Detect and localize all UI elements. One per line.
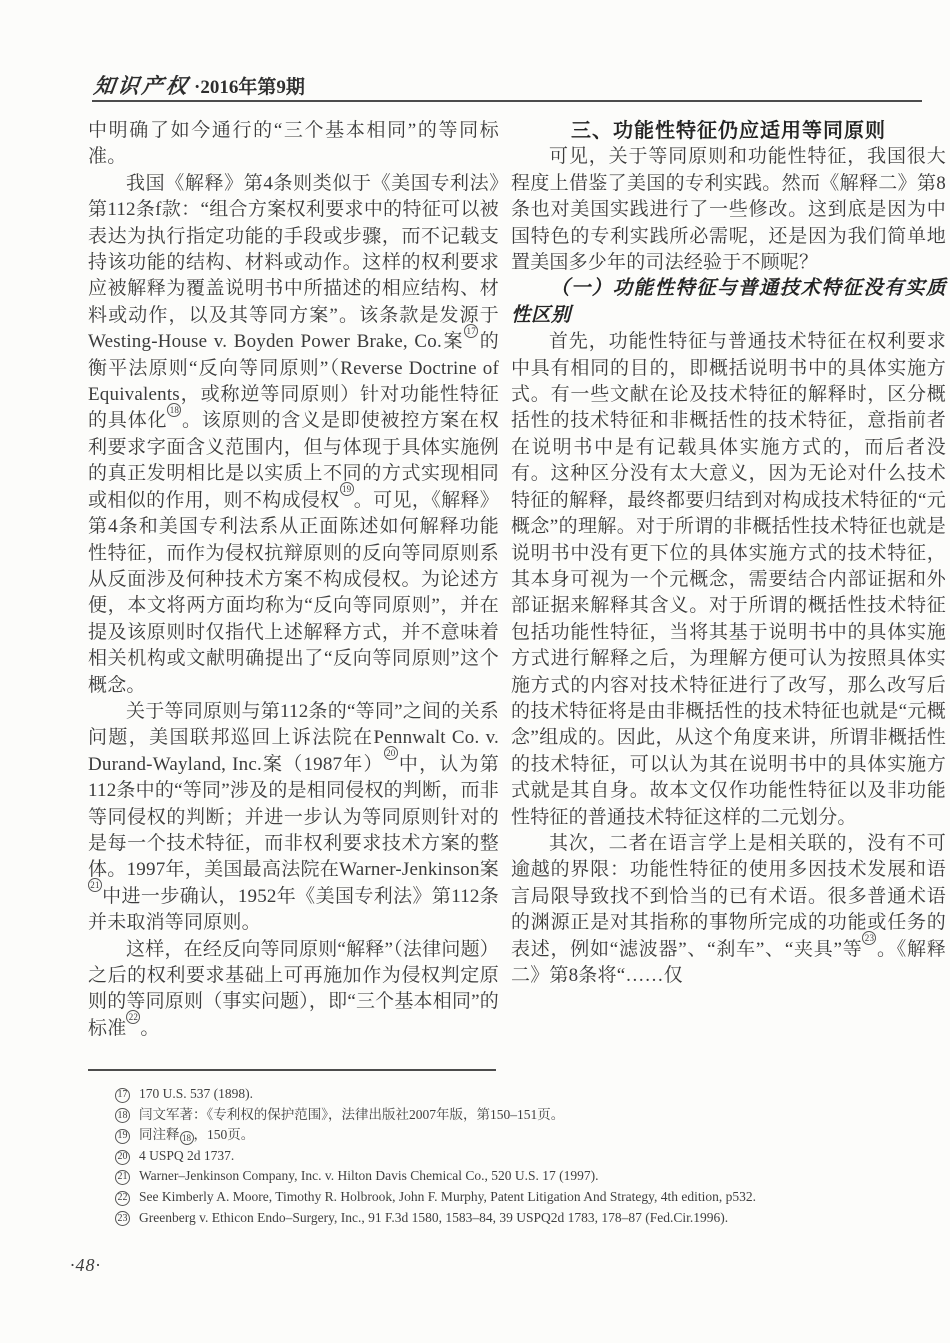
footnote-ref: 23 [862,934,876,951]
footnote-number: 20 [115,1150,130,1165]
footnote-number: 23 [115,1211,130,1226]
text-run: 三、功能性特征仍应适用等同原则 [571,120,886,142]
paragraph [88,937,499,1043]
footnote-separator [88,1069,496,1071]
footnote [88,1187,910,1208]
paragraph [511,144,946,276]
footnote-text [139,1166,598,1187]
article-body [88,118,946,1042]
footnote-number: 17 [115,1088,130,1103]
text-run: 中明确了如今通行的“三个基本相同”的等同标准。 [88,120,499,168]
text-run: 关于等同原则与第112条的“等同”之间的关系问题，美国联邦巡回上诉法院在Pennwalt Co. v. Durand-Wayland, Inc.案（1987年） [88,700,499,775]
text-run: 同注释 [139,1127,180,1143]
footnote-ref: 18 [167,406,181,423]
footnote [88,1146,910,1167]
footnote-text [139,1125,254,1146]
paragraph [511,831,946,989]
footnote [88,1125,910,1146]
footnote-text [139,1187,756,1208]
header-rule [92,100,922,102]
text-run: 中进一步确认，1952年《美国专利法》第112条并未取消等同原则。 [88,885,499,934]
text-run: 我国《解释》第4条则类似于《美国专利法》第112条f款：“组合方案权利要求中的特征可以被表达为执行指定功能的手段或步骤，而不记载支持该功能的结构、材料或动作。这样的权利要求应被解释为覆盖说明书中所描述的相应结构、材料或动作，以及其等同方案”。该条款是发源于Westing-House v. Boyden Power Brake, Co.案 [88,172,499,353]
section-heading [511,118,946,144]
footnote-ref: 18 [180,1127,194,1142]
text-run: ，150页。 [193,1127,255,1143]
paragraph [88,699,499,937]
footnote-ref: 20 [384,749,398,766]
text-run: Warner–Jenkinson Company, Inc. v. Hilton Davis Chemical Co., 520 U.S. 17 (1997). [139,1168,599,1184]
footnote-ref: 22 [126,1013,140,1030]
footnote-ref: 21 [88,881,102,898]
footnote-text [139,1146,234,1167]
journal-masthead [94,70,305,100]
text-run: 。 [140,1017,160,1039]
footnote-number: 21 [115,1170,130,1185]
left-column [88,118,499,1042]
footnote-text [139,1105,564,1126]
text-run: 。可见，《解释》第4条和美国专利法系从正面陈述如何解释功能性特征，而作为侵权抗辩原则的反向等同原则系从反面涉及何种技术方案不构成侵权。为论述方便，本文将两方面均称为“反向等同原则”，并在提及该原则时仅指代上述解释方式，并不意味着相关机构或文献明确提出了“反向等同原则”这个概念。 [88,489,499,696]
text-run: 4 USPQ 2d 1737. [139,1147,235,1163]
text-run: 这样，在经反向等同原则“解释”（法律问题）之后的权利要求基础上可再施加作为侵权判定原则的等同原则（事实问题），即“三个基本相同”的标准 [88,938,499,1039]
journal-title: 知识产权 [92,74,192,98]
paragraph [88,118,499,171]
subsection-heading [511,276,946,329]
text-run: 的衡平法原则“反向等同原则”（Reverse Doctrine of Equivalents，或称逆等同原则）针对功能性特征的具体化 [88,331,499,432]
text-run: （一）功能性特征与普通技术特征没有实质性区别 [511,278,946,326]
paragraph [88,171,499,699]
text-run: See Kimberly A. Moore, Timothy R. Holbrook, John F. Murphy, Patent Litigation And Strategy, 4th edition, p532. [139,1188,757,1204]
footnote [88,1084,910,1105]
text-run: 可见，关于等同原则和功能性特征，我国很大程度上借鉴了美国的专利实践。然而《解释二》第8条也对美国实践进行了一些修改。这到底是因为中国特色的专利实践所必需呢，还是因为我们简单地置美国多少年的司法经验于不顾呢？ [511,146,946,274]
footnote-number: 22 [115,1191,130,1206]
text-run: Greenberg v. Ethicon Endo–Surgery, Inc., 91 F.3d 1580, 1583–84, 39 USPQ2d 1783, 178–87 (Fed.Cir.1996). [139,1209,729,1225]
text-run: 中，认为第112条中的“等同”涉及的是相同侵权的判断，而非等同侵权的判断；并进一步认为等同原则针对的是每一个技术特征，而非权利要求技术方案的整体。1997年，美国最高法院在Warner-Jenkinson案 [88,753,499,881]
journal-issue: ·2016年第9期 [194,77,305,98]
paragraph [511,329,946,831]
footnote-ref: 17 [464,327,478,344]
page-number: ·48· [70,1255,101,1275]
footnote-ref: 19 [340,485,354,502]
footnote-number: 19 [115,1129,130,1144]
text-run: 。《解释二》第8条将“……仅 [511,938,946,986]
footnote-block [88,1069,910,1228]
footnote [88,1166,910,1187]
text-run: 其次，二者在语言学上是相关联的，没有不可逾越的界限：功能性特征的使用多因技术发展和语言局限导致找不到恰当的已有术语。很多普通术语的渊源正是对其指称的事物所完成的功能或任务的表述，例如“滤波器”、“刹车”、“夹具”等 [511,832,946,960]
footnote-number: 18 [115,1108,130,1123]
right-column [511,118,946,989]
text-run: 170 U.S. 537 (1898). [139,1086,253,1101]
footnote-text [139,1084,253,1105]
text-run: 闫文军著：《专利权的保护范围》，法律出版社2007年版，第150–151页。 [139,1106,565,1122]
footnote-text [139,1208,728,1229]
footnote-list [88,1084,910,1228]
text-run: 首先，功能性特征与普通技术特征在权利要求中具有相同的目的，即概括说明书中的具体实施方式。有一些文献在论及技术特征的解释时，区分概括性的技术特征和非概括性的技术特征，意指前者在说明书中是有记载具体实施方式的，而后者没有。这种区分没有太大意义，因为无论对什么技术特征的解释，最终都要归结到对构成技术特征的“元概念”的理解。对于所谓的非概括性技术特征也就是说明书中没有更下位的具体实施方式的技术特征，其本身可视为一个元概念，需要结合内部证据和外部证据来解释其含义。对于所谓的概括性技术特征包括功能性特征，当将其基于说明书中的具体实施方式进行解释之后，为理解方便可认为按照具体实施方式的内容对技术特征进行了改写，那么改写后的技术特征将是由非概括性的技术特征也就是“元概念”组成的。因此，从这个角度来讲，所谓非概括性的技术特征，可以认为其在说明书中的具体实施方式就是其自身。故本文仅作功能性特征以及非功能性特征的普通技术特征这样的二元划分。 [511,331,946,828]
footnote [88,1208,910,1229]
footnote [88,1105,910,1126]
text-run: 。该原则的含义是即使被控方案在权利要求字面含义范围内，但与体现于具体实施例的真正发明相比是以实质上不同的方式实现相同或相似的作用，则不构成侵权 [88,410,499,511]
